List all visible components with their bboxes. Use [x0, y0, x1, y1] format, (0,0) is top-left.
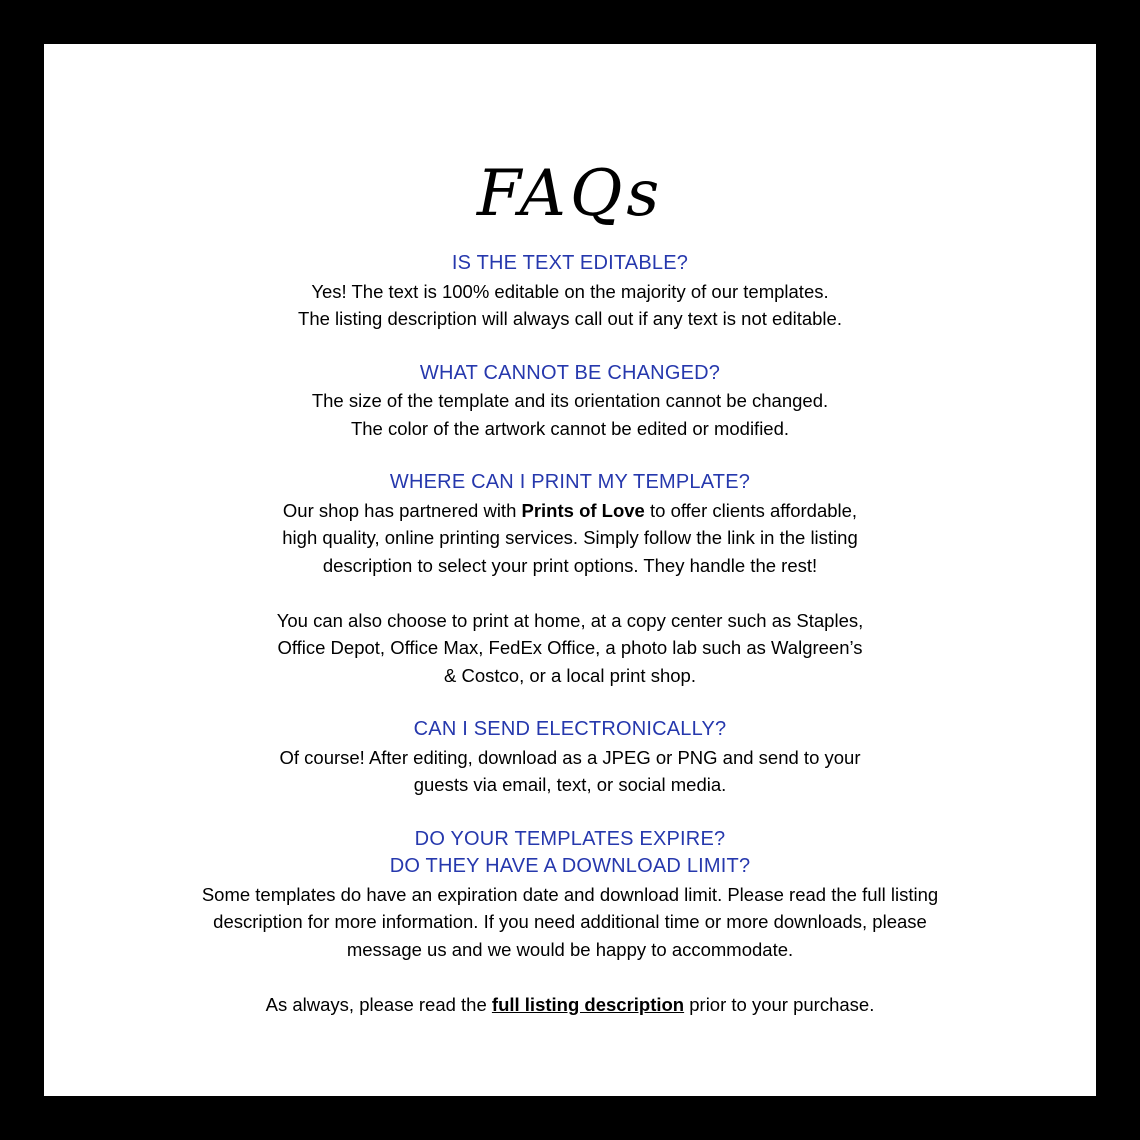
faq-answer-line: The color of the artwork cannot be edited or modified.: [350, 417, 790, 439]
closing-line: [44, 991, 1096, 1019]
closing-text: prior to your purchase.: [684, 993, 875, 1015]
page-title: FAQs: [476, 157, 664, 231]
faq-question: IS THE TEXT EDITABLE?: [451, 252, 689, 274]
answer-text: to offer clients affordable,: [644, 499, 858, 521]
faq-question: WHERE CAN I PRINT MY TEMPLATE?: [389, 471, 751, 493]
faq-answer-line: [44, 497, 1096, 525]
faq-answer-line: guests via email, text, or social media.: [413, 774, 727, 795]
partner-name: Prints of Love: [521, 499, 645, 521]
faq-item-cannot-change: [44, 360, 1096, 443]
closing-text: As always, please read the: [265, 993, 492, 1015]
faq-answer-line: high quality, online printing services. Simply follow the link in the listing: [282, 527, 858, 548]
faq-item-editable: [44, 250, 1096, 333]
faq-answer-line: The listing description will always call out if any text is not editable.: [298, 308, 842, 329]
faq-question: DO YOUR TEMPLATES EXPIRE?: [414, 827, 726, 850]
faq-answer-line: You can also choose to print at home, at a copy center such as Staples,: [276, 609, 864, 631]
full-listing-description-link[interactable]: full listing description: [491, 993, 685, 1015]
paragraph-gap: [44, 579, 1096, 607]
paragraph-gap: [44, 963, 1096, 991]
faq-answer-line: The size of the template and its orientation cannot be changed.: [311, 390, 829, 411]
faq-card: [44, 44, 1096, 1096]
faq-item-electronic: [44, 716, 1096, 799]
faq-answer-line: message us and we would be happy to accommodate.: [346, 938, 794, 960]
faq-item-expire: [44, 826, 1096, 1019]
faq-item-print: [44, 469, 1096, 689]
faq-answer-line: & Costco, or a local print shop.: [444, 664, 696, 686]
faq-question: DO THEY HAVE A DOWNLOAD LIMIT?: [389, 855, 751, 877]
faq-answer-line: Of course! After editing, download as a JPEG or PNG and send to your: [279, 746, 861, 768]
faq-answer-line: description to select your print options. They handle the rest!: [322, 554, 818, 576]
answer-text: Our shop has partnered with: [282, 499, 522, 521]
faq-list: [44, 250, 1096, 1045]
faq-answer-line: Yes! The text is 100% editable on the majority of our templates.: [311, 280, 829, 302]
faq-question: WHAT CANNOT BE CHANGED?: [419, 361, 721, 384]
faq-question: CAN I SEND ELECTRONICALLY?: [413, 718, 727, 740]
faq-answer-line: Some templates do have an expiration date and download limit. Please read the full listing: [201, 883, 939, 905]
faq-answer-line: Office Depot, Office Max, FedEx Office, a photo lab such as Walgreen’s: [277, 637, 863, 658]
faq-answer-line: description for more information. If you need additional time or more downloads, please: [213, 911, 927, 932]
